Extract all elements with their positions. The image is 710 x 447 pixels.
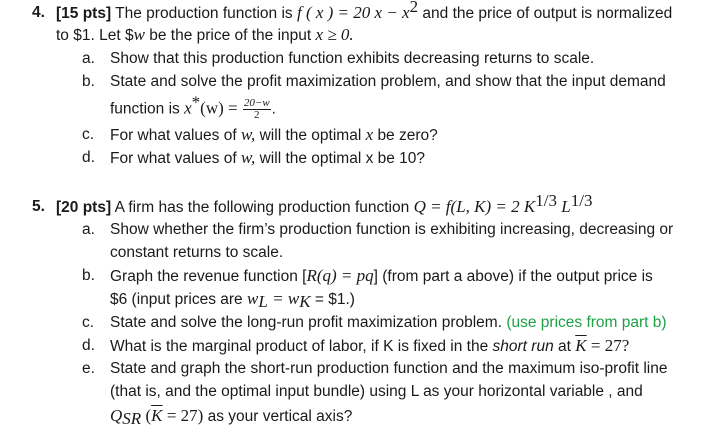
q4-b-line2	[110, 92, 276, 121]
q5-b-text2: ] (from part a above) if the output price is	[373, 268, 653, 285]
q4-b-frac-top: 20−w	[243, 97, 270, 109]
q5-b-text4: = $1.)	[314, 291, 355, 308]
q5-d-kbar: $\overline{K}$	[575, 336, 587, 355]
q5-d-line	[110, 336, 629, 357]
q5-e-kbar: $\overline{K}$	[151, 406, 163, 425]
q4-b-frac-bot: 2	[254, 109, 260, 121]
q4-b-math: x	[184, 98, 192, 118]
q4-b-fraction	[243, 98, 271, 121]
q4-b-end: .	[271, 100, 276, 118]
q5-e-line3	[110, 406, 352, 427]
q5-b-line1	[110, 266, 653, 287]
q5-b-wk-sub: K	[299, 292, 311, 311]
q4-line2-a: to $1. Let $	[56, 27, 134, 44]
q4-stem-line2	[56, 25, 354, 46]
q5-c-line	[110, 313, 667, 333]
q4-number: 4.	[32, 4, 45, 21]
q4-intro-1: The production function is	[115, 5, 293, 22]
q4-b-label: b.	[82, 73, 95, 90]
q5-b-text3: $6 (input prices are	[110, 291, 243, 308]
q4-c-w: w,	[240, 125, 256, 144]
q5-d-italic: short run	[492, 338, 554, 355]
q5-e-paren: (	[145, 406, 152, 425]
q5-intro: A firm has the following production function	[114, 199, 410, 216]
q5-stem	[56, 191, 593, 218]
q4-d-label: d.	[82, 149, 95, 166]
q5-func-L: L	[561, 197, 571, 216]
q5-a-text: Show whether the firm’s production function is exhibiting increasing, decreasing or	[110, 221, 674, 238]
q5-d-text2: at	[558, 338, 571, 355]
q5-b-wl: w	[247, 289, 259, 308]
q4-func: f ( x ) = 20 x − x	[296, 3, 410, 22]
q5-a-text2: constant returns to scale.	[110, 244, 284, 261]
q5-e-text2: (that is, and the optimal input bundle) using L as your horizontal variable , and	[110, 383, 643, 400]
q4-d-text2: will the optimal x be 10?	[259, 150, 426, 167]
q5-e-q: Q	[110, 406, 123, 425]
q4-d-line	[110, 148, 425, 169]
q4-line2-b: be the price of the input	[149, 27, 312, 44]
q4-b-text: State and solve the profit maximization problem, and show that the input demand	[110, 73, 666, 90]
q4-a-label: a.	[82, 50, 95, 67]
q5-d-text1: What is the marginal product of labor, if K is fixed in the	[110, 338, 489, 355]
q5-exp2: 1/3	[570, 191, 593, 210]
q5-b-wl-sub: L	[258, 292, 268, 311]
q5-b-math: R(q) = pq	[306, 266, 374, 285]
q4-c-text3: be zero?	[377, 127, 438, 144]
q4-line2-w: w	[133, 25, 145, 44]
q5-b-label: b.	[82, 267, 95, 284]
q5-func: Q = f(L, K) = 2 K	[413, 197, 536, 216]
q5-exp1: 1/3	[535, 191, 557, 210]
q4-c-x: x	[365, 125, 374, 144]
q5-a-label: a.	[82, 221, 95, 238]
q4-c-label: c.	[82, 126, 95, 143]
q4-b-star: *	[191, 92, 201, 112]
q4-c-text1: For what values of	[110, 127, 237, 144]
q4-c-text2: will the optimal	[259, 127, 362, 144]
q4-line2-c: x ≥ 0.	[315, 25, 354, 44]
q5-c-hint: (use prices from part b)	[506, 314, 667, 331]
q5-e-label: e.	[82, 360, 95, 377]
q4-func-exp: 2	[409, 0, 419, 16]
q5-e-eq: = 27)	[166, 406, 204, 425]
q4-b-math2: (w) =	[200, 98, 238, 118]
q5-d-text3: = 27?	[590, 336, 630, 355]
q4-points: [15 pts]	[56, 5, 112, 22]
q5-d-label: d.	[82, 337, 95, 354]
q5-points: [20 pts]	[56, 199, 112, 216]
q5-c-label: c.	[82, 314, 95, 331]
q4-intro-2: and the price of output is normalized	[422, 5, 673, 22]
q4-d-w: w,	[240, 148, 256, 167]
q5-c-text: State and solve the long-run profit maximization problem.	[110, 314, 503, 331]
q4-d-text1: For what values of	[110, 150, 237, 167]
q5-number: 5.	[32, 198, 45, 215]
q5-b-eq: = w	[272, 289, 300, 308]
q4-a-text: Show that this production function exhibits decreasing returns to scale.	[110, 50, 595, 67]
q5-e-text1: State and graph the short-run production function and the maximum iso-profit line	[110, 360, 668, 377]
q4-stem-line1	[56, 0, 673, 24]
q4-c-line	[110, 125, 438, 146]
q4-b-text2: function is	[110, 100, 180, 118]
q5-b-line2	[110, 289, 355, 310]
q5-e-text3: as your vertical axis?	[207, 408, 353, 425]
q5-b-text1: Graph the revenue function [	[110, 268, 307, 285]
q5-e-q-sub: SR	[122, 409, 142, 428]
